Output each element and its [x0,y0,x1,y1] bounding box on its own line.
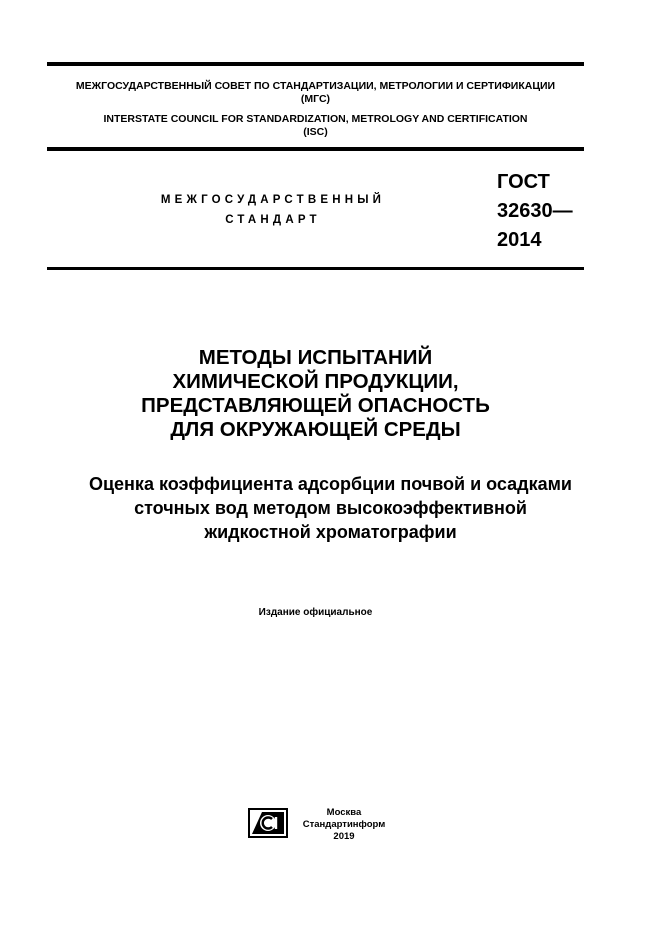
designation-number: 32630— [497,200,573,222]
council-name-en [47,113,584,139]
title-line: ПРЕДСТАВЛЯЮЩЕЙ ОПАСНОСТЬ [141,394,490,417]
council-name-ru [47,80,584,106]
council-abbr-en: (ISC) [303,126,328,138]
imprint-publisher: Стандартинформ [302,819,386,830]
bottom-rule [47,267,584,270]
imprint-city: Москва [326,807,362,818]
standard-designation [497,168,573,255]
imprint-year: 2019 [333,831,355,842]
standard-kind [140,190,406,230]
council-name-en-text: INTERSTATE COUNCIL FOR STANDARDIZATION, METROLOGY AND CERTIFICATION [103,113,528,125]
subtitle-line: сточных вод методом высокоэффективной [134,498,527,518]
subtitle-line: Оценка коэффициента адсорбции почвой и осадками [88,474,572,494]
subtitle-line: жидкостной хроматографии [204,522,457,542]
title-line: МЕТОДЫ ИСПЫТАНИЙ [198,346,433,369]
title-line: ХИМИЧЕСКОЙ ПРОДУКЦИИ, [172,370,459,393]
title-line: ДЛЯ ОКРУЖАЮЩЕЙ СРЕДЫ [170,418,461,441]
imprint [294,807,394,843]
edition-label: Издание официальное [258,607,373,618]
standartinform-logo-icon [248,808,288,838]
document-subtitle [30,472,631,544]
designation-year: 2014 [497,229,542,251]
designation-prefix: ГОСТ [497,171,550,193]
document-title [47,346,584,442]
middle-rule [47,147,584,151]
council-abbr-ru: (МГС) [300,93,331,105]
standard-kind-line2: СТАНДАРТ [225,214,321,226]
standard-kind-line1: МЕЖГОСУДАРСТВЕННЫЙ [160,194,386,206]
council-name-ru-text: МЕЖГОСУДАРСТВЕННЫЙ СОВЕТ ПО СТАНДАРТИЗАЦИИ, МЕТРОЛОГИИ И СЕРТИФИКАЦИИ [75,80,556,92]
top-rule [47,62,584,66]
